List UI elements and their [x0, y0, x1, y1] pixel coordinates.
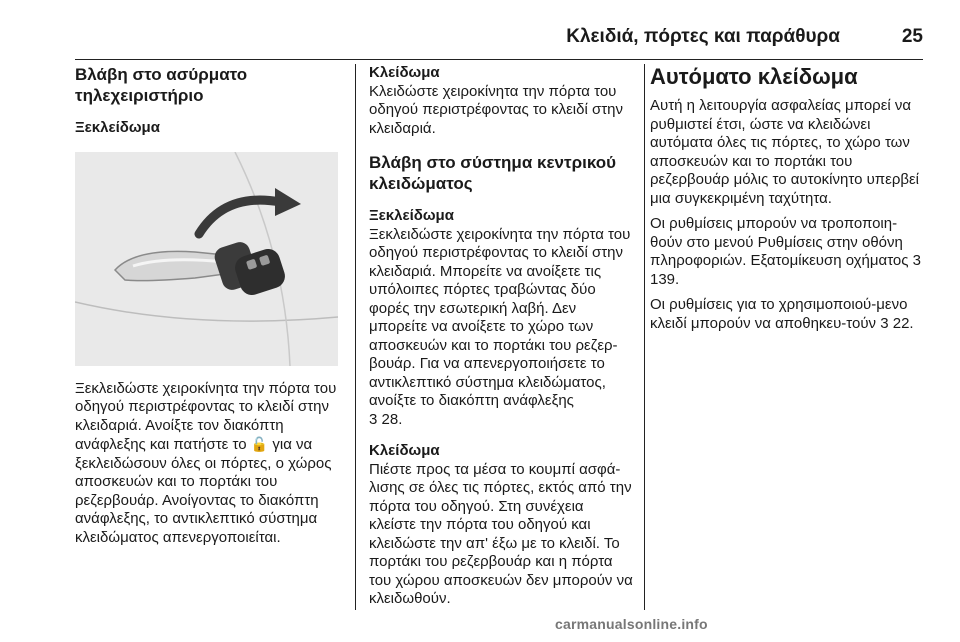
header-rule [75, 59, 923, 60]
subheading-unlock-2: Ξεκλείδωμα [369, 207, 454, 224]
unlock-icon: 🔓 [250, 436, 269, 452]
subheading-lock-2: Κλείδωμα [369, 442, 440, 459]
page-reference-28[interactable]: 3 28. [369, 410, 403, 428]
remote-failure-instructions [75, 380, 345, 548]
page-header [0, 22, 960, 52]
remote-failure-text-a: Ξεκλειδώστε χειροκίνητα την πόρτα του οδηγού περιστρέφοντας το κλειδί στην κλειδαριά. Ανοίξτε τον διακόπτη ανάφλεξης και πατήστε το [75, 379, 337, 453]
page-number: 25 [901, 26, 923, 47]
section-heading-remote-failure: Βλάβη στο ασύρματο τηλεχειριστήριο [75, 65, 248, 105]
header-title: Κλειδιά, πόρτες και παράθυρα [566, 26, 840, 47]
column-1 [75, 64, 345, 547]
column-3 [650, 64, 925, 333]
section-heading-auto-lock: Αυτόματο κλείδωμα [650, 64, 858, 89]
auto-lock-text-1: Αυτή η λειτουργία ασφαλείας μπορεί να ρυθμιστεί έτσι, ώστε να κλειδώνει αυτόματα όλες τις πόρτες, το χώρο των αποσκευών και το πορτάκι του ρεζερβουάρ μόλις το αυτοκίνητο υπερβεί μια συγκεκριμένη ταχύτητα. [650, 97, 919, 207]
subheading-unlock: Ξεκλείδωμα [75, 119, 160, 136]
key-door-illustration [75, 152, 338, 366]
central-unlock-text: Ξεκλειδώστε χειροκίνητα την πόρτα του οδηγού περιστρέφοντας το κλειδί στην κλειδαριά. Μπορείτε να ανοίξετε τις υπόλοιπες πόρτες τραβώντας δύο φορές την εσωτερική λαβή. Δεν μπορείτε να ανοίξετε το χώρο των αποσκευών και το πορτάκι του ρεζερ-βουάρ. Για να απενεργοποιήσετε το αντικλεπτικό σύστημα κλειδώματος, ανοίξτε το διακόπτη ανάφλεξης [369, 225, 631, 409]
lock-text: Κλειδώστε χειροκίνητα την πόρτα του οδηγού περιστρέφοντας το κλειδί στην κλειδαριά. [369, 82, 624, 137]
central-unlock-instructions [369, 226, 633, 430]
column-divider-1 [355, 64, 356, 610]
section-heading-central-lock-failure: Βλάβη στο σύστημα κεντρικού κλειδώματος [369, 153, 617, 193]
column-divider-2 [644, 64, 645, 610]
key-in-lock-drawing [75, 152, 338, 366]
remote-failure-text-b: για να ξεκλειδώσουν όλες οι πόρτες, ο χώρος αποσκευών και το πορτάκι του ρεζερβουάρ. Ανοίγοντας το διακόπτη ανάφλεξης, το αντικλεπτικό σύστημα κλειδώματος απενεργοποιείται. [75, 436, 332, 546]
watermark: carmanualsonline.info [555, 616, 708, 632]
subheading-lock: Κλείδωμα [369, 64, 440, 81]
auto-lock-text-2: Οι ρυθμίσεις μπορούν να τροποποιη-θούν στο μενού Ρυθμίσεις στην οθόνη πληροφοριών. Εξατομίκευση οχήματος 3 139. [650, 215, 921, 288]
column-2 [369, 64, 633, 609]
auto-lock-text-3: Οι ρυθμίσεις για το χρησιμοποιού-μενο κλειδί μπορούν να αποθηκευ-τούν 3 22. [650, 296, 914, 332]
central-lock-instructions: Πιέστε προς τα μέσα το κουμπί ασφά-λισης σε όλες τις πόρτες, εκτός από την πόρτα του οδηγού. Στη συνέχεια κλείστε την πόρτα του οδηγού και κλειδώστε την απ' έξω με το κλειδί. Το πορτάκι του ρεζερβουάρ και η πόρτα του χώρου αποσκευών δεν μπορούν να κλειδωθούν. [369, 460, 633, 607]
